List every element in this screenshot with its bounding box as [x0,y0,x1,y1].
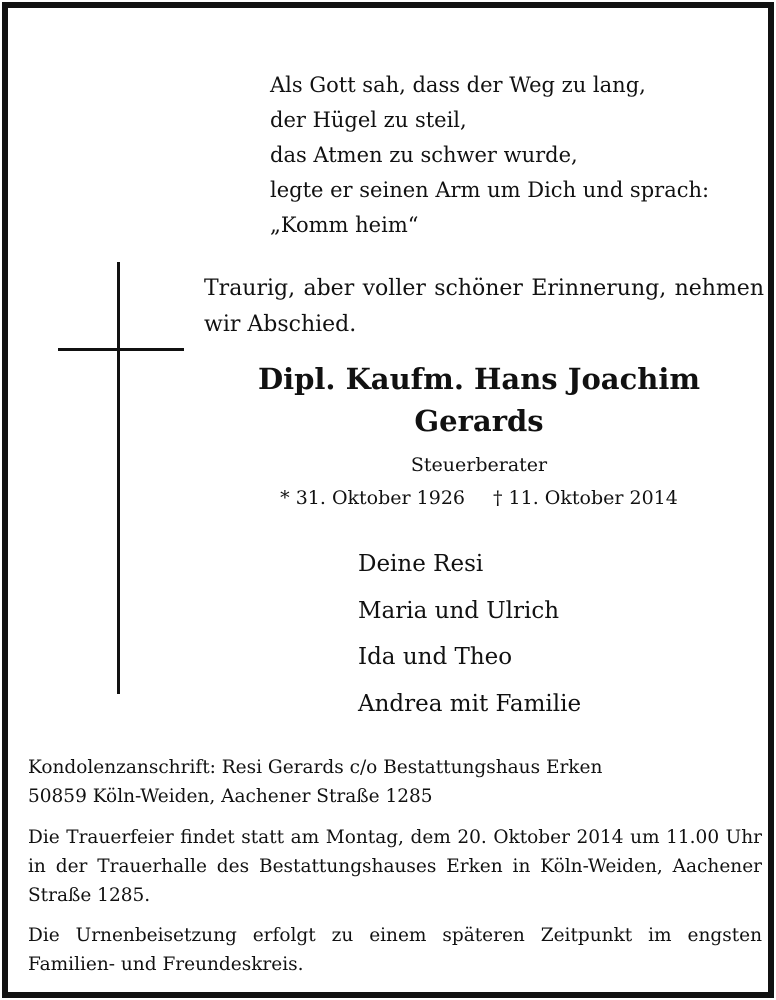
death-date: † 11. Oktober 2014 [493,487,678,509]
mourner: Deine Resi [358,551,484,577]
deceased-name-line: Gerards [414,404,544,438]
obituary-frame [2,2,774,998]
poem-line: „Komm heim“ [270,213,419,237]
poem [270,68,740,243]
condolence-address-line: Kondolenzanschrift: Resi Gerards c/o Bestattungshaus Erken [28,757,603,778]
cross-icon [117,262,120,694]
deceased-profession: Steuerberater [410,454,548,476]
birth-date: * 31. Oktober 1926 [280,487,465,509]
mourners-list [358,541,758,727]
mourner: Ida und Theo [358,644,513,670]
deceased-name [204,358,754,442]
intro-text: Traurig, aber voller schöner Erinnerung, nehmen wir Abschied. [204,276,764,337]
poem-line: der Hügel zu steil, [270,108,467,132]
funeral-service-notice: Die Trauerfeier findet statt am Montag, dem 20. Oktober 2014 um 11.00 Uhr in der Trauerhalle des Bestattungshauses Erken in Köln-Weiden, Aachener Straße 1285. [28,827,762,906]
condolence-address-line: 50859 Köln-Weiden, Aachener Straße 1285 [28,786,433,807]
poem-line: legte er seinen Arm um Dich und sprach: [270,178,710,202]
poem-line: Als Gott sah, dass der Weg zu lang, [270,73,646,97]
condolence-address [28,753,762,811]
urn-burial-notice: Die Urnenbeisetzung erfolgt zu einem späteren Zeitpunkt im engsten Familien- und Freundeskreis. [28,925,762,975]
mourner: Andrea mit Familie [358,690,582,717]
life-dates [204,484,754,512]
mourner: Maria und Ulrich [358,597,560,624]
cross-icon-bar [58,348,184,351]
deceased-name-line: Dipl. Kaufm. Hans Joachim [257,362,701,396]
poem-line: das Atmen zu schwer wurde, [270,143,578,167]
